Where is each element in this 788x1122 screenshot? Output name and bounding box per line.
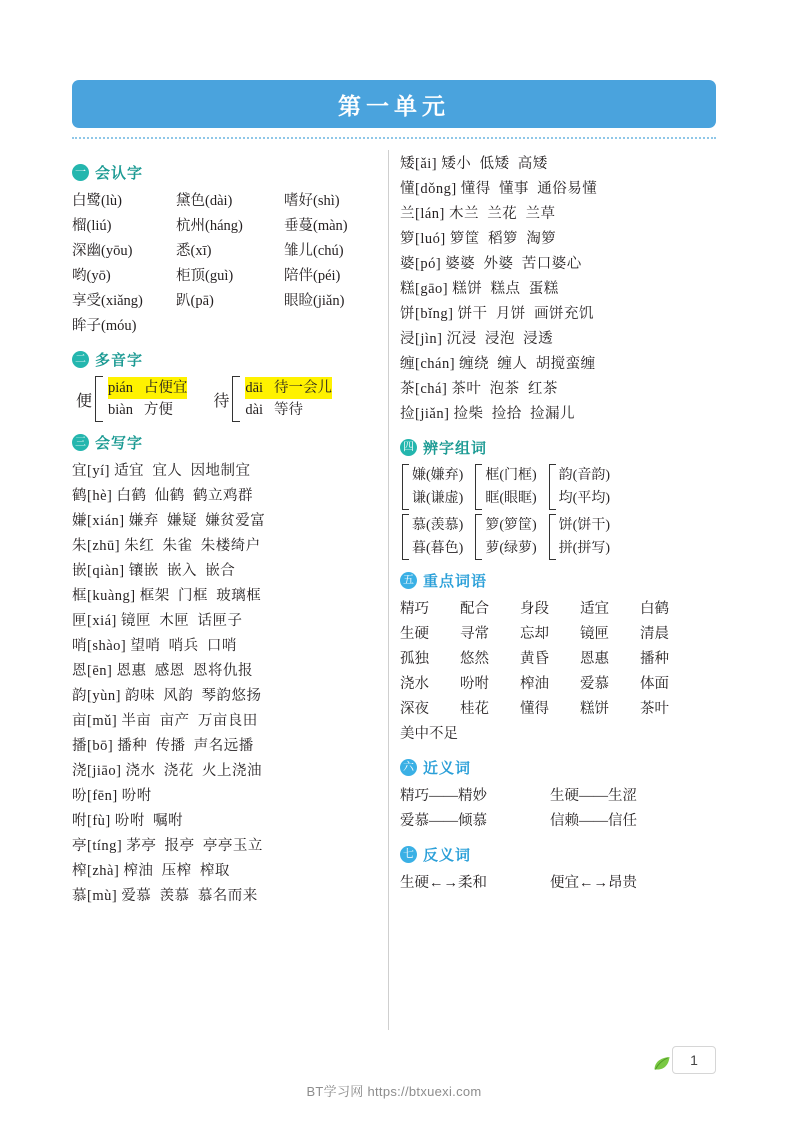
cell: 悠然: [460, 651, 489, 667]
entry-word: 亩产: [159, 713, 190, 729]
cell: 悉(xī): [176, 243, 212, 259]
entry-word: 苦口婆心: [521, 256, 582, 272]
right-column: [400, 152, 720, 896]
entry-word: 红茶: [527, 381, 558, 397]
duo-yin-readings: [108, 377, 187, 421]
entry-word: 门框: [177, 588, 208, 604]
reading-line: [108, 399, 187, 421]
word: 占便宜: [143, 380, 188, 396]
entry-word: 浇花: [163, 763, 194, 779]
entry-word: 兰草: [525, 206, 556, 222]
entry-head: 饼[bǐng]: [400, 306, 454, 322]
entry-word: 捡拾: [491, 406, 522, 422]
entry-word: 恩将仇报: [192, 663, 253, 679]
cell: 清晨: [640, 626, 669, 642]
entry-word: 沉浸: [446, 331, 477, 347]
entry-word: 懂事: [499, 181, 530, 197]
entry-word: 箩筐: [449, 231, 480, 247]
cell: 爱慕: [580, 676, 609, 692]
entry-word: 火上浇油: [202, 763, 263, 779]
entry-word: 兰花: [487, 206, 518, 222]
bian-zi-line: 慕(羡慕): [412, 518, 464, 533]
page-title: 第一单元: [338, 92, 450, 119]
entry-head: 匣[xiá]: [72, 613, 117, 629]
entry-word: 爱慕: [121, 888, 152, 904]
bian-zi-lines: [559, 464, 610, 510]
bian-zi-line: 暮(暮色): [412, 541, 464, 556]
zhong-dian-ci-yu-grid: [400, 597, 720, 747]
duo-yin-char: 便: [76, 392, 93, 410]
entry-word: 榨取: [199, 863, 230, 879]
pinyin: dāi: [245, 380, 264, 396]
entry-word: 嫌弃: [128, 513, 159, 529]
brace: [475, 514, 482, 560]
entry-head: 朱[zhū]: [72, 538, 121, 554]
entry-row: [400, 402, 720, 427]
entry-row: [72, 884, 372, 909]
bian-zi-line: 均(平均): [558, 491, 610, 506]
section-number: 五: [400, 572, 417, 589]
word: 等待: [273, 402, 303, 418]
entry-head: 茶[chá]: [400, 381, 448, 397]
entry-word: 木兰: [449, 206, 479, 222]
cell: 深幽(yōu): [72, 243, 133, 259]
entry-word: 浸泡: [484, 331, 515, 347]
cell: 黛色(dài): [176, 193, 233, 209]
bian-zi-line: 箩(箩筐): [485, 518, 537, 533]
entry-head: 播[bō]: [72, 738, 114, 754]
bian-zi-lines: [559, 514, 610, 560]
cell: 生硬——生涩: [550, 788, 637, 804]
entry-word: 胡搅蛮缠: [535, 356, 596, 372]
section-number: 二: [72, 351, 89, 368]
entry-word: 报亭: [164, 838, 195, 854]
pinyin: biàn: [108, 402, 133, 418]
cell: 茶叶: [640, 701, 669, 717]
section-title: 辨字组词: [423, 440, 488, 457]
entry-row: [72, 509, 372, 534]
cell: 享受(xiǎng): [72, 293, 143, 309]
entry-word: 宜人: [152, 463, 183, 479]
entry-word: 适宜: [114, 463, 145, 479]
cell: 懂得: [520, 701, 549, 717]
entry-word: 风韵: [163, 688, 194, 704]
cell: 榴(liú): [72, 218, 112, 234]
cell: 垂蔓(màn): [284, 218, 348, 234]
brace: [402, 514, 409, 560]
entry-head: 榨[zhà]: [72, 863, 120, 879]
section-number: 六: [400, 759, 417, 776]
bian-zi-group: [475, 464, 536, 510]
section-title: 反义词: [423, 847, 472, 864]
cell: 黄昏: [520, 651, 549, 667]
entry-word: 口哨: [206, 638, 237, 654]
fan-yi-ci-grid: [400, 871, 720, 896]
bian-zi-lines: [485, 464, 536, 510]
entry-word: 压榨: [161, 863, 192, 879]
section-number: 一: [72, 164, 89, 181]
hui-xie-zi-list: [72, 459, 372, 909]
entry-row: [400, 152, 720, 177]
entry-head: 浸[jìn]: [400, 331, 443, 347]
entry-head: 宜[yí]: [72, 463, 110, 479]
bian-zi-line: 谦(谦虚): [412, 491, 464, 506]
cell: 深夜: [400, 701, 429, 717]
cell: 柜顶(guì): [176, 268, 234, 284]
entry-head: 恩[ēn]: [72, 663, 113, 679]
entry-word: 捡漏儿: [530, 406, 576, 422]
entry-word: 韵味: [125, 688, 156, 704]
entry-row: [72, 609, 372, 634]
entry-word: 捡柴: [453, 406, 484, 422]
brace: [232, 376, 240, 422]
cell: 镜匣: [580, 626, 609, 642]
bian-zi-line: 拼(拼写): [558, 541, 610, 556]
entry-head: 矮[ǎi]: [400, 156, 438, 172]
jin-yi-ci-grid: [400, 784, 720, 834]
pinyin: pián: [108, 380, 133, 396]
entry-word: 外婆: [483, 256, 514, 272]
hui-ren-zi-grid: [72, 189, 372, 339]
entry-word: 望哨: [130, 638, 161, 654]
entry-word: 高矮: [517, 156, 548, 172]
entry-word: 淘箩: [526, 231, 557, 247]
entry-row: [72, 534, 372, 559]
page-number: 1: [672, 1046, 716, 1074]
cell: 精巧——精妙: [400, 788, 487, 804]
entry-word: 话匣子: [197, 613, 243, 629]
cell: 恩惠: [580, 651, 609, 667]
cell: 陪伴(péi): [284, 268, 341, 284]
entry-head: 韵[yùn]: [72, 688, 121, 704]
entry-word: 茅亭: [126, 838, 157, 854]
entry-word: 嫌疑: [167, 513, 197, 529]
cell: 爱慕——倾慕: [400, 813, 487, 829]
entry-row: [72, 809, 372, 834]
entry-word: 半亩: [121, 713, 152, 729]
bian-zi-row-1: [402, 464, 720, 510]
entry-word: 榨油: [123, 863, 154, 879]
entry-word: 低矮: [479, 156, 510, 172]
entry-head: 懂[dǒng]: [400, 181, 457, 197]
bian-zi-group: [549, 514, 610, 560]
brace: [402, 464, 409, 510]
entry-row: [72, 734, 372, 759]
brace: [475, 464, 482, 510]
entry-word: 蛋糕: [528, 281, 559, 297]
section-title: 多音字: [95, 352, 144, 369]
cell: 寻常: [460, 626, 489, 642]
section-number: 三: [72, 434, 89, 451]
entry-row: [72, 684, 372, 709]
entry-word: 羡慕: [159, 888, 190, 904]
entry-word: 琴韵悠扬: [201, 688, 262, 704]
section-heading-bian-zi-zu-ci: [400, 437, 720, 458]
entry-word: 懂得: [460, 181, 491, 197]
entry-word: 饼干: [457, 306, 488, 322]
entry-row: [72, 784, 372, 809]
duo-yin-char: 待: [213, 392, 230, 410]
entry-word: 木匣: [159, 613, 190, 629]
section-heading-hui-xie-zi: [72, 432, 372, 453]
entry-row: [400, 327, 720, 352]
cell: 浇水: [400, 676, 429, 692]
entry-word: 糕饼: [452, 281, 483, 297]
entry-word: 声名远播: [193, 738, 254, 754]
entry-word: 嫌贫爱富: [205, 513, 266, 529]
entry-word: 通俗易懂: [537, 181, 598, 197]
entry-word: 朱楼绮户: [200, 538, 261, 554]
cell: 便宜←→昂贵: [550, 875, 637, 891]
entry-row: [400, 302, 720, 327]
entry-word: 播种: [117, 738, 148, 754]
bian-zi-lines: [412, 464, 463, 510]
cell: 白鹤: [640, 601, 669, 617]
cell: 吩咐: [460, 676, 489, 692]
entry-word: 镜匣: [121, 613, 151, 629]
entry-word: 框架: [139, 588, 170, 604]
entry-head: 嵌[qiàn]: [72, 563, 125, 579]
cell: 眼睑(jiǎn): [284, 293, 345, 309]
entry-word: 传播: [155, 738, 186, 754]
cell: 身段: [520, 601, 549, 617]
entry-row: [400, 227, 720, 252]
entry-word: 浇水: [125, 763, 156, 779]
entry-head: 吩[fēn]: [72, 788, 118, 804]
bian-zi-group: [549, 464, 610, 510]
cell: 眸子(móu): [72, 318, 137, 334]
entry-word: 哨兵: [168, 638, 199, 654]
entry-word: 仙鹤: [154, 488, 185, 504]
entry-row: [400, 252, 720, 277]
cell: 榨油: [520, 676, 549, 692]
entry-row: [72, 834, 372, 859]
entry-word: 万亩良田: [197, 713, 258, 729]
section-title: 重点词语: [423, 573, 488, 590]
entry-word: 画饼充饥: [534, 306, 595, 322]
footer-site-label: BT学习网 https://btxuexi.com: [306, 1084, 482, 1099]
section-heading-hui-ren-zi: [72, 162, 372, 183]
section-heading-zhong-dian-ci-yu: [400, 570, 720, 591]
cell: 适宜: [580, 601, 609, 617]
reading-line: [108, 377, 187, 399]
entry-row: [72, 559, 372, 584]
cell: 糕饼: [580, 701, 609, 717]
cell: 体面: [640, 676, 669, 692]
entry-word: 浸透: [523, 331, 554, 347]
reading-line: [245, 399, 332, 421]
entry-head: 咐[fù]: [72, 813, 111, 829]
hui-xie-zi-continued-list: [400, 152, 720, 427]
bian-zi-group: [475, 514, 536, 560]
section-heading-jin-yi-ci: [400, 757, 720, 778]
cell: [176, 314, 284, 339]
cell: 生硬: [400, 626, 429, 642]
entry-head: 浇[jiāo]: [72, 763, 122, 779]
entry-head: 哨[shào]: [72, 638, 127, 654]
bian-zi-lines: [485, 514, 536, 560]
bian-zi-line: 萝(绿萝): [485, 541, 537, 556]
entry-row: [72, 634, 372, 659]
entry-head: 婆[pó]: [400, 256, 442, 272]
duo-yin-zi-item: [213, 376, 332, 422]
section-number: 七: [400, 846, 417, 863]
entry-head: 兰[lán]: [400, 206, 445, 222]
entry-head: 箩[luó]: [400, 231, 446, 247]
reading-line: [245, 377, 332, 399]
word: 待一会儿: [273, 380, 332, 396]
section-number: 四: [400, 439, 417, 456]
entry-word: 嘱咐: [153, 813, 184, 829]
entry-word: 玻璃框: [216, 588, 262, 604]
entry-word: 感恩: [154, 663, 185, 679]
brace: [549, 464, 556, 510]
entry-row: [400, 352, 720, 377]
entry-row: [72, 459, 372, 484]
entry-row: [400, 377, 720, 402]
section-title: 近义词: [423, 760, 472, 777]
cell: 信赖——信任: [550, 813, 637, 829]
bian-zi-line: 眶(眼眶): [485, 491, 537, 506]
bian-zi-group: [402, 464, 463, 510]
entry-word: 泡茶: [489, 381, 520, 397]
entry-word: 矮小: [441, 156, 472, 172]
entry-word: 白鹤: [116, 488, 147, 504]
entry-head: 亩[mǔ]: [72, 713, 118, 729]
entry-row: [400, 177, 720, 202]
cell: 忘却: [520, 626, 549, 642]
bian-zi-line: 框(门框): [485, 468, 537, 483]
column-divider: [388, 150, 389, 1030]
bian-zi-lines: [412, 514, 463, 560]
entry-word: 因地制宜: [190, 463, 251, 479]
entry-row: [400, 202, 720, 227]
entry-row: [72, 659, 372, 684]
entry-word: 吩咐: [114, 813, 145, 829]
page-title-banner: [72, 80, 716, 128]
cell: 趴(pā): [176, 293, 214, 309]
bian-zi-row-2: [402, 514, 720, 560]
entry-row: [72, 484, 372, 509]
duo-yin-zi-item: [76, 376, 187, 422]
entry-word: 亭亭玉立: [202, 838, 263, 854]
bian-zi-line: 嫌(嫌弃): [412, 468, 464, 483]
entry-head: 慕[mù]: [72, 888, 118, 904]
section-title: 会认字: [95, 165, 144, 182]
cell: 孤独: [400, 651, 429, 667]
cell: 播种: [640, 651, 669, 667]
entry-word: 镶嵌: [128, 563, 159, 579]
brace: [549, 514, 556, 560]
entry-row: [72, 709, 372, 734]
entry-word: 缠绕: [459, 356, 490, 372]
cell: 生硬←→柔和: [400, 875, 487, 891]
entry-word: 鹤立鸡群: [192, 488, 253, 504]
entry-word: 嵌入: [167, 563, 197, 579]
cell: [284, 314, 380, 339]
cell: 哟(yō): [72, 268, 111, 284]
entry-head: 糕[gāo]: [400, 281, 449, 297]
entry-word: 茶叶: [451, 381, 482, 397]
bian-zi-group: [402, 514, 463, 560]
left-column: [72, 152, 372, 909]
entry-head: 鹤[hè]: [72, 488, 113, 504]
entry-head: 捡[jiǎn]: [400, 406, 450, 422]
entry-head: 嫌[xián]: [72, 513, 125, 529]
entry-word: 缠人: [497, 356, 528, 372]
entry-word: 月饼: [495, 306, 526, 322]
duo-yin-readings: [245, 377, 332, 421]
cell: 雏儿(chú): [284, 243, 344, 259]
entry-row: [72, 584, 372, 609]
entry-word: 朱雀: [162, 538, 193, 554]
duo-yin-zi-list: [76, 376, 372, 422]
entry-row: [400, 277, 720, 302]
cell: 白鹭(lù): [72, 193, 122, 209]
entry-head: 框[kuàng]: [72, 588, 136, 604]
bian-zi-line: 韵(音韵): [558, 468, 610, 483]
cell: 精巧: [400, 601, 429, 617]
leaf-icon: [652, 1052, 672, 1072]
entry-word: 朱红: [124, 538, 155, 554]
cell: 嗜好(shì): [284, 193, 340, 209]
entry-word: 吩咐: [121, 788, 152, 804]
title-divider: [72, 137, 716, 139]
entry-head: 亭[tíng]: [72, 838, 123, 854]
pinyin: dài: [245, 402, 264, 418]
entry-word: 嵌合: [205, 563, 236, 579]
cell: 杭州(háng): [176, 218, 243, 234]
entry-word: 恩惠: [116, 663, 147, 679]
section-heading-fan-yi-ci: [400, 844, 720, 865]
entry-word: 慕名而来: [197, 888, 258, 904]
entry-word: 稻箩: [488, 231, 519, 247]
brace: [95, 376, 103, 422]
entry-row: [72, 759, 372, 784]
section-title: 会写字: [95, 435, 144, 452]
cell: 美中不足: [400, 726, 458, 742]
entry-word: 糕点: [490, 281, 521, 297]
cell: 桂花: [460, 701, 489, 717]
bian-zi-line: 饼(饼干): [558, 518, 610, 533]
entry-row: [72, 859, 372, 884]
cell: 配合: [460, 601, 489, 617]
entry-word: 婆婆: [445, 256, 476, 272]
word: 方便: [143, 402, 173, 418]
entry-head: 缠[chán]: [400, 356, 456, 372]
section-heading-duo-yin-zi: [72, 349, 372, 370]
